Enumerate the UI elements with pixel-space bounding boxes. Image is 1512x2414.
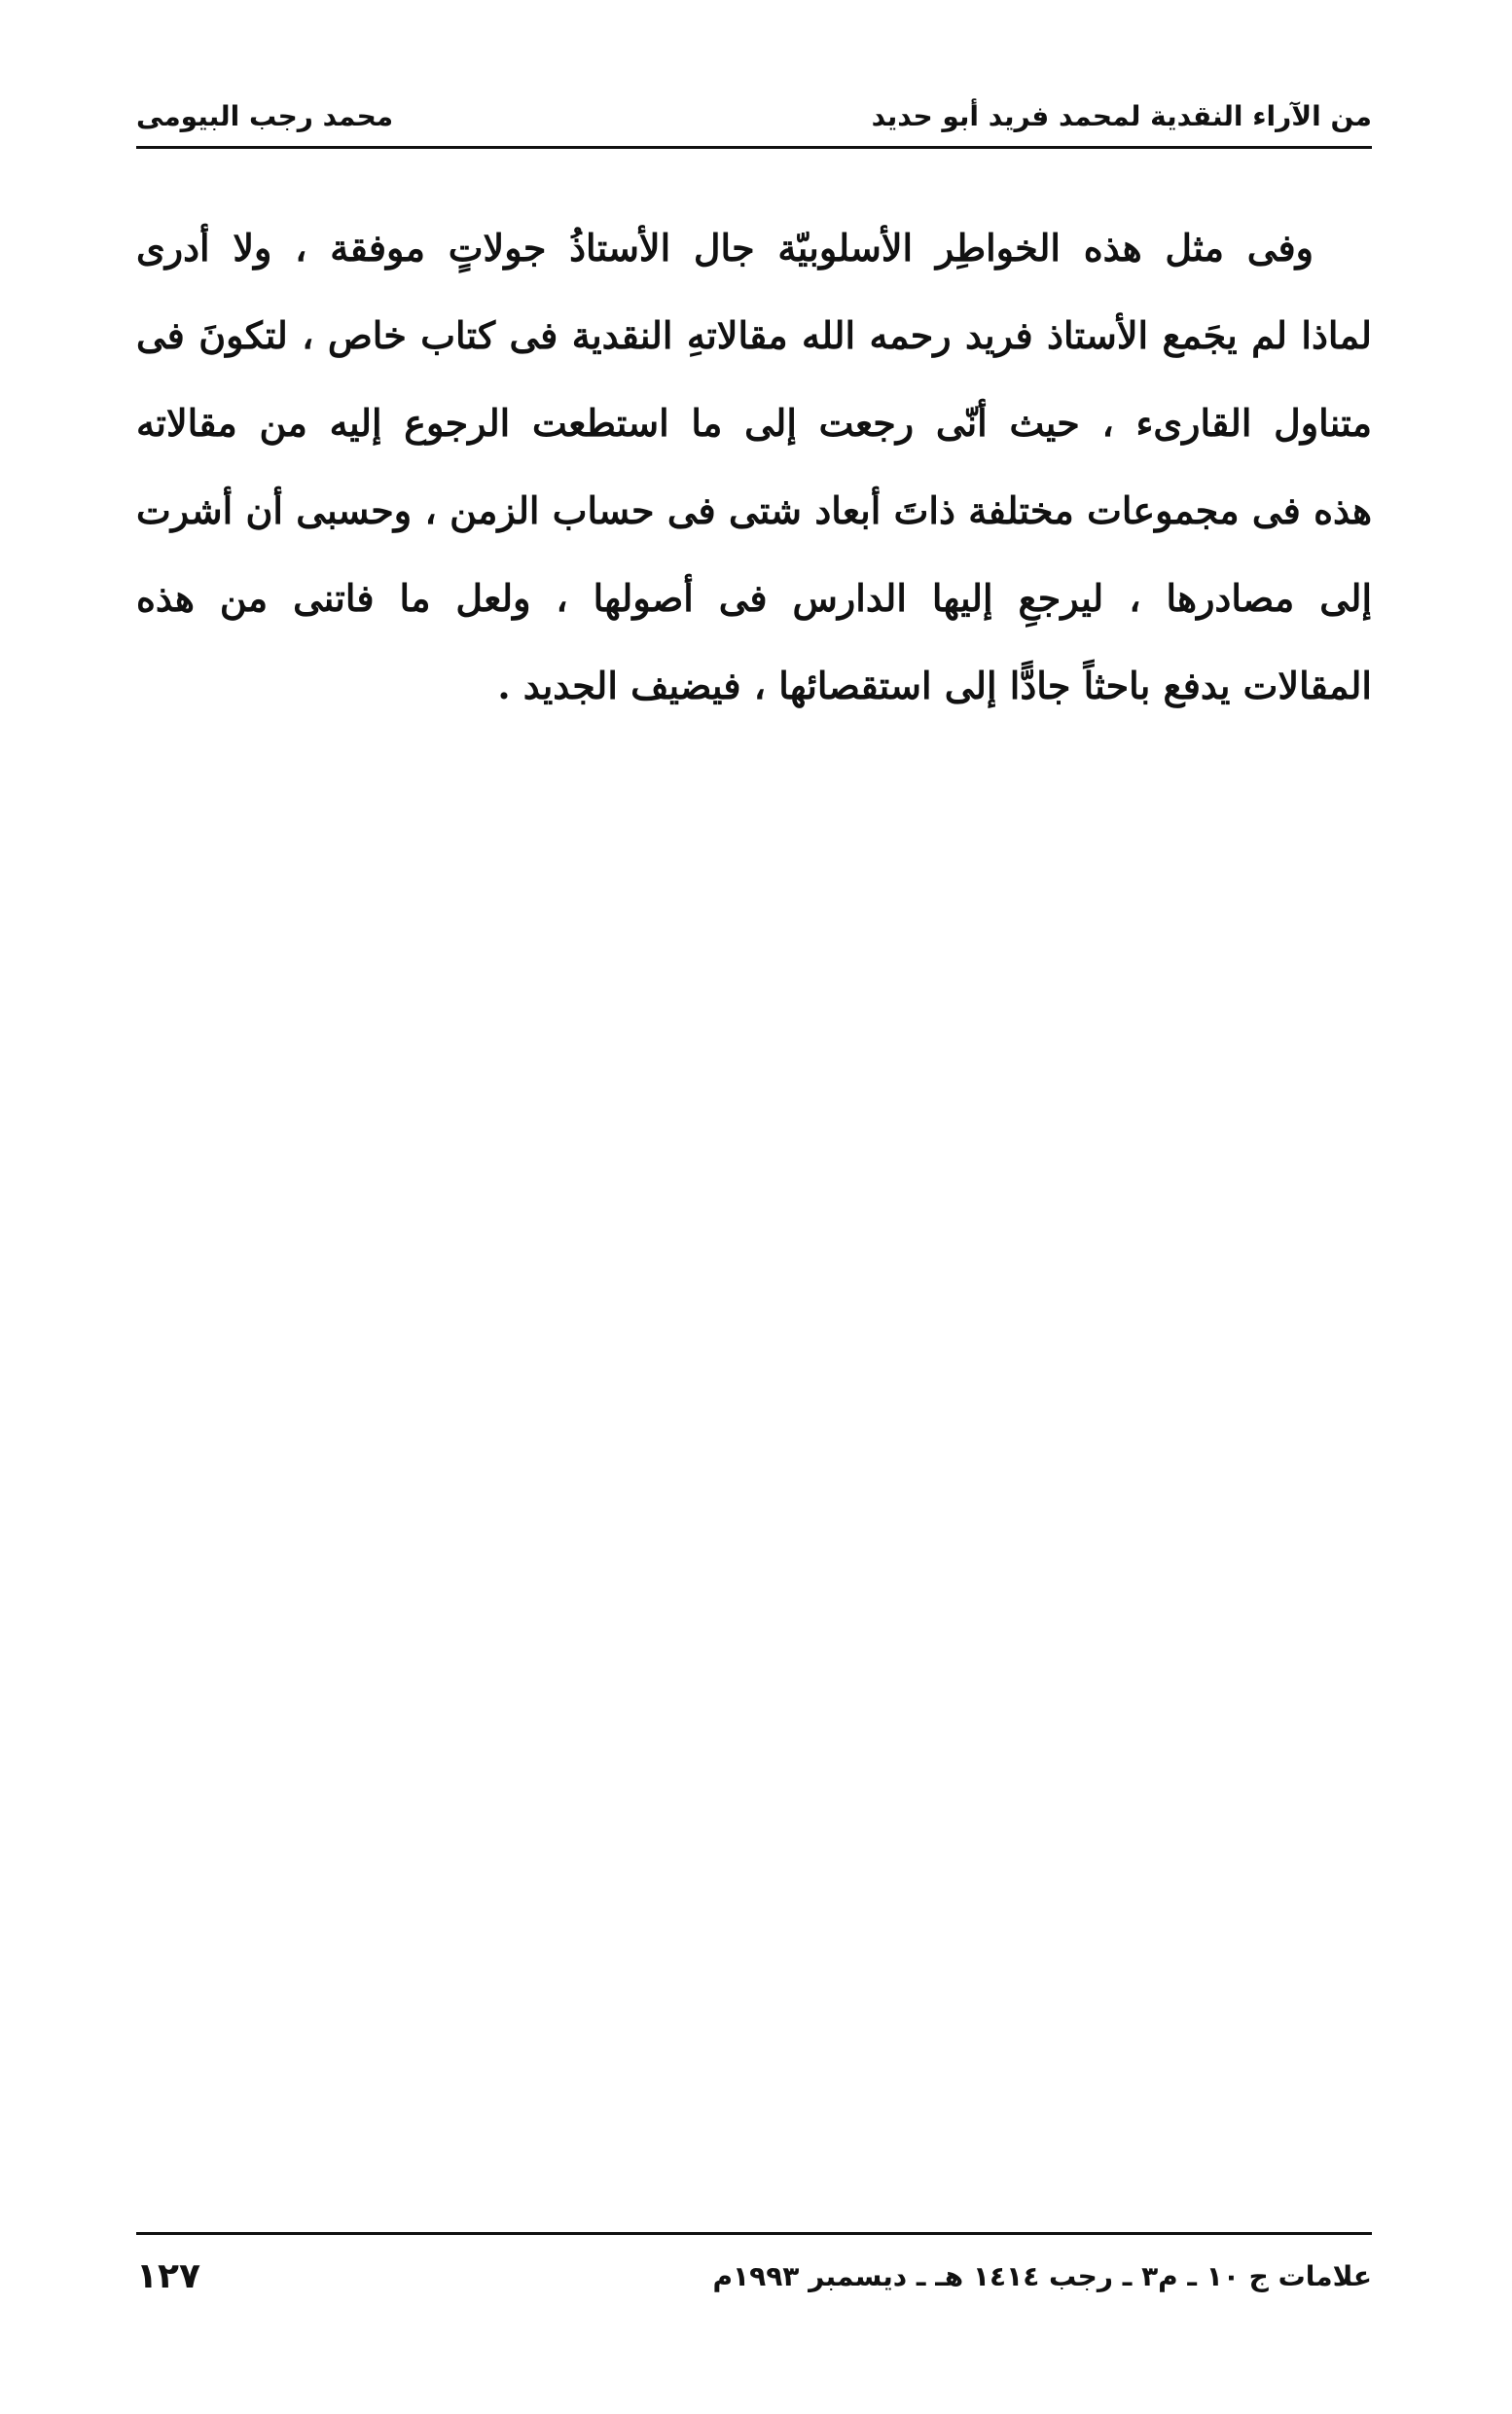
paragraph-line: لماذا لم يجَمع الأستاذ فريد رحمه الله مقالاتهِ النقدية فى كتاب خاص ، لتكونَ فى: [136, 313, 1372, 357]
paragraph-line: هذه فى مجموعات مختلفة ذاتَ أبعاد شتى فى حساب الزمن ، وحسبى أن أشرت: [136, 488, 1372, 532]
header-article-title: من الآراء النقدية لمحمد فريد أبو حديد: [871, 100, 1372, 132]
paragraph-line: المقالات يدفع باحثاً جادًّا إلى استقصائها ، فيضيف الجديد .: [497, 664, 1372, 707]
footer-issue-info: علامات ج ١٠ ـ م٣ ـ رجب ١٤١٤ هـ ـ ديسمبر ١٩٩٣م: [712, 2260, 1372, 2292]
paragraph-line: متناول القارىء ، حيث أنّى رجعت إلى ما استطعت الرجوع إليه من مقالاته: [136, 401, 1372, 445]
footer-divider: [136, 2232, 1372, 2235]
paragraph-line: إلى مصادرها ، ليرجعِ إليها الدارس فى أصولها ، ولعل ما فاتنى من هذه: [136, 576, 1372, 620]
header-divider: [136, 146, 1372, 149]
page-number: ١٢٧: [136, 2256, 200, 2296]
paragraph-line: وفى مثل هذه الخواطِر الأسلوبيّة جال الأستاذُ جولاتٍ موفقة ، ولا أدرى: [136, 226, 1314, 270]
running-footer: [136, 2248, 1372, 2306]
body-paragraph: [136, 204, 1372, 730]
header-author-name: محمد رجب البيومى: [136, 100, 394, 132]
running-header: [136, 92, 1372, 141]
